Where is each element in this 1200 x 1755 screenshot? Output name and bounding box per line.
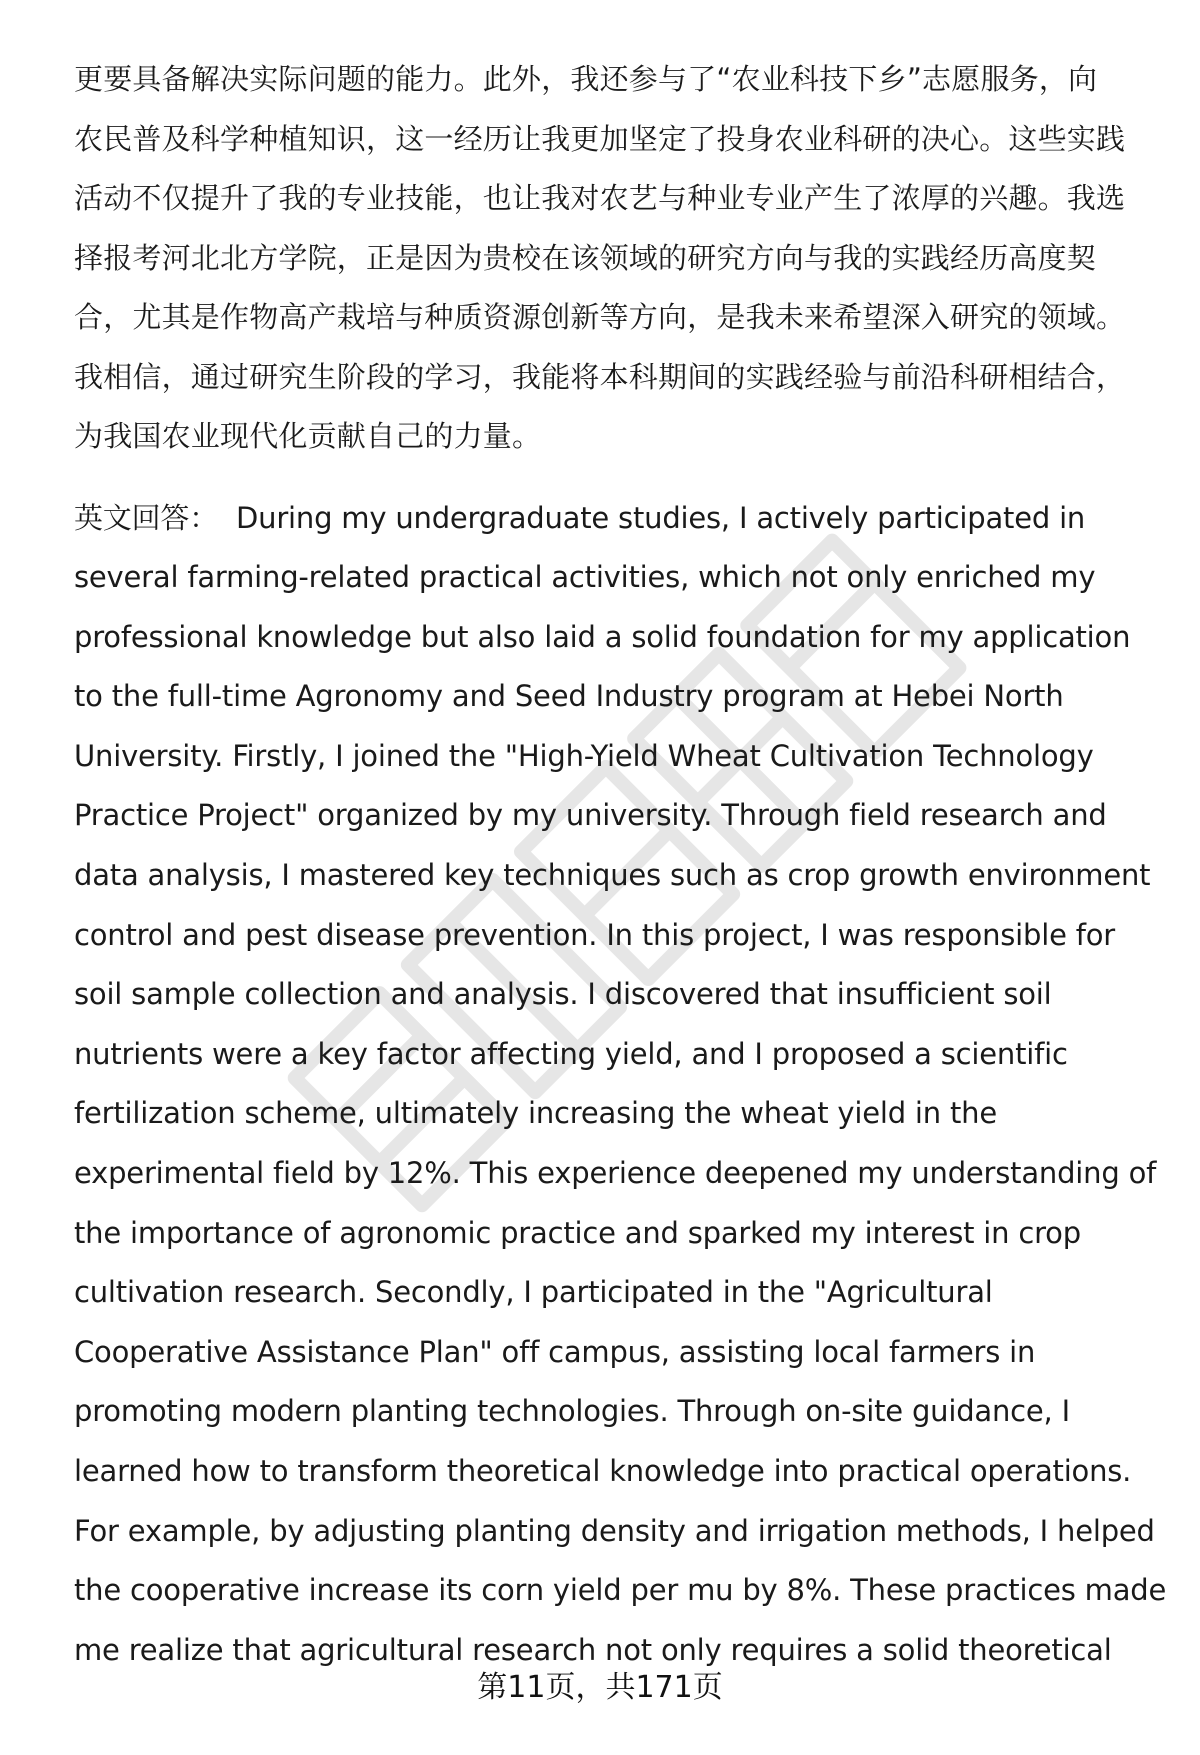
page-indicator: 第11页，共171页 — [477, 1670, 723, 1705]
en-line: fertilization scheme, ultimately increasing the wheat yield in the — [74, 1096, 997, 1131]
en-line: soil sample collection and analysis. I discovered that insufficient soil — [74, 977, 1052, 1012]
en-line-first — [74, 489, 1142, 549]
en-line: nutrients were a key factor affecting yield, and I proposed a scientific — [74, 1036, 1068, 1071]
chinese-answer-paragraph — [74, 50, 1142, 467]
cn-line: 择报考河北北方学院，正是因为贵校在该领域的研究方向与我的实践经历高度契 — [74, 240, 1097, 275]
english-answer-paragraph — [74, 489, 1167, 1681]
cn-line: 为我国农业现代化贡献自己的力量。 — [74, 419, 542, 453]
cn-line: 我相信，通过研究生阶段的学习，我能将本科期间的实践经验与前沿科研相结合， — [74, 359, 1126, 394]
en-line: University. Firstly, I joined the "High-Yield Wheat Cultivation Technology — [74, 738, 1094, 773]
cn-line: 农民普及科学种植知识，这一经历让我更加坚定了投身农业科研的决心。这些实践 — [74, 121, 1126, 156]
en-line: the cooperative increase its corn yield per mu by 8%. These practices made — [74, 1573, 1167, 1608]
en-line: experimental field by 12%. This experience deepened my understanding of — [74, 1156, 1157, 1191]
en-line: control and pest disease prevention. In this project, I was responsible for — [74, 917, 1116, 952]
en-line: learned how to transform theoretical knowledge into practical operations. — [74, 1454, 1132, 1488]
en-line: professional knowledge but also laid a solid foundation for my application — [74, 619, 1131, 654]
en-line: cultivation research. Secondly, I participated in the "Agricultural — [74, 1275, 993, 1310]
en-line: Practice Project" organized by my university. Through field research and — [74, 798, 1107, 833]
en-line: me realize that agricultural research not only requires a solid theoretical — [74, 1632, 1112, 1667]
en-line-text: During my undergraduate studies, I actively participated in — [236, 500, 1086, 535]
en-line: to the full-time Agronomy and Seed Industry program at Hebei North — [74, 679, 1064, 714]
en-line: For example, by adjusting planting density and irrigation methods, I helped — [74, 1513, 1155, 1548]
document-page — [74, 50, 1167, 1680]
cn-line: 更要具备解决实际问题的能力。此外，我还参与了“农业科技下乡”志愿服务，向 — [74, 62, 1098, 96]
en-line: data analysis, I mastered key techniques such as crop growth environment — [74, 858, 1151, 893]
en-line: several farming-related practical activities, which not only enriched my — [74, 560, 1096, 595]
en-line: the importance of agronomic practice and sparked my interest in crop — [74, 1215, 1081, 1250]
cn-line: 活动不仅提升了我的专业技能，也让我对农艺与种业专业产生了浓厚的兴趣。我选 — [74, 181, 1126, 215]
english-answer-label: 英文回答： — [74, 500, 219, 535]
en-line: promoting modern planting technologies. Through on-site guidance, I — [74, 1394, 1070, 1429]
cn-line: 合，尤其是作物高产栽培与种质资源创新等方向，是我未来希望深入研究的领域。 — [74, 300, 1126, 334]
en-line: Cooperative Assistance Plan" off campus, assisting local farmers in — [74, 1334, 1036, 1369]
